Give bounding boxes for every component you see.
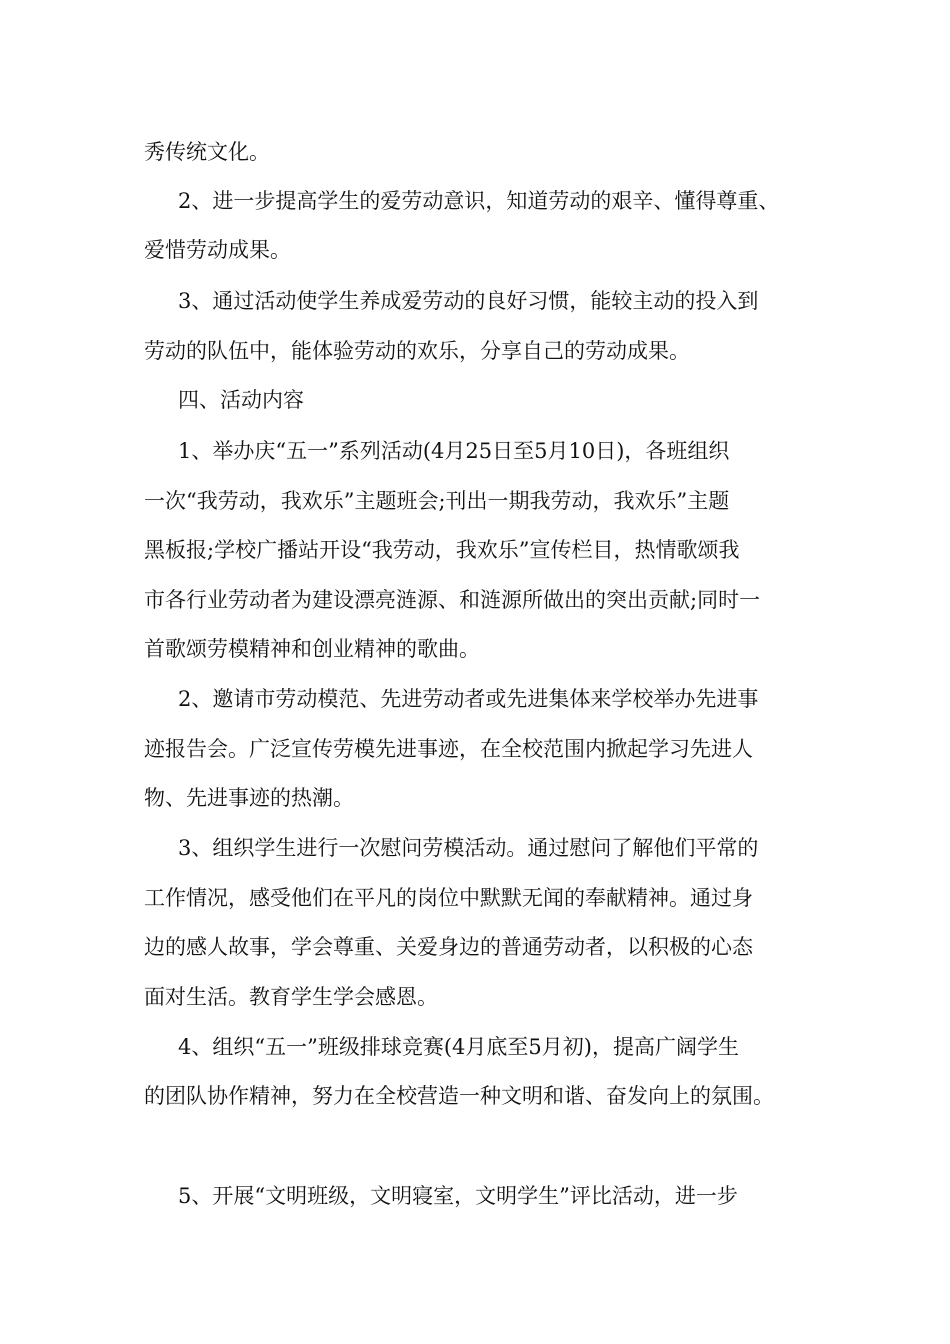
text-line: 首歌颂劳模精神和创业精神的歌曲。: [144, 637, 480, 661]
text-line: 2、邀请市劳动模范、先进劳动者或先进集体来学校举办先进事: [178, 687, 759, 711]
text-line: 面对生活。教育学生学会感恩。: [144, 985, 438, 1009]
text-line: 的团队协作精神，努力在全校营造一种文明和谐、奋发向上的氛围。: [144, 1084, 774, 1108]
text-line: 工作情况，感受他们在平凡的岗位中默默无闻的奉献精神。通过身: [144, 886, 753, 910]
text-line: 一次“我劳动，我欢乐”主题班会;刊出一期我劳动，我欢乐”主题: [144, 489, 730, 513]
text-line: 爱惜劳动成果。: [144, 238, 291, 262]
text-line: 物、先进事迹的热潮。: [144, 786, 354, 810]
text-line: 市各行业劳动者为建设漂亮涟源、和涟源所做出的突出贡献;同时一: [144, 588, 761, 612]
text-line: 2、进一步提高学生的爱劳动意识，知道劳动的艰辛、懂得尊重、: [178, 189, 780, 213]
text-line: 3、通过活动使学生养成爱劳动的良好习惯，能较主动的投入到: [178, 289, 759, 313]
text-line: 3、组织学生进行一次慰问劳模活动。通过慰问了解他们平常的: [178, 836, 759, 860]
text-line: 黑板报;学校广播站开设“我劳动，我欢乐”宣传栏目，热情歌颂我: [144, 538, 740, 562]
text-line: 边的感人故事，学会尊重、关爱身边的普通劳动者，以积极的心态: [144, 935, 753, 959]
text-line: 秀传统文化。: [144, 140, 270, 164]
text-line: 迹报告会。广泛宣传劳模先进事迹，在全校范围内掀起学习先进人: [144, 737, 753, 761]
text-line: 1、举办庆“五一”系列活动(4月25日至5月10日)，各班组织: [178, 439, 730, 463]
text-line: 劳动的队伍中，能体验劳动的欢乐，分享自己的劳动成果。: [144, 339, 690, 363]
text-line: 4、组织“五一”班级排球竞赛(4月底至5月初)，提高广阔学生: [178, 1035, 739, 1059]
section-heading: 四、活动内容: [178, 388, 304, 412]
text-line: 5、开展“文明班级，文明寝室，文明学生”评比活动，进一步: [178, 1184, 738, 1208]
